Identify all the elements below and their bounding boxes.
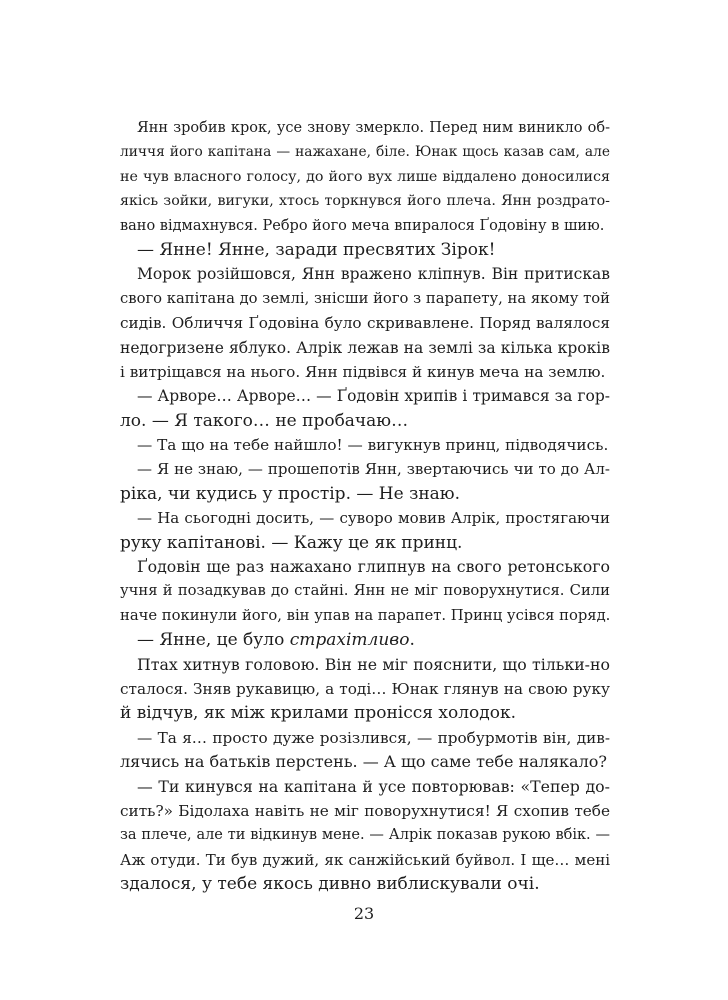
text-line: — Та я… просто дуже розізлився, — пробурмотів він, див- (137, 728, 610, 747)
text-line: личчя його капітана — нажахане, біле. Юнак щось казав сам, але (120, 144, 610, 161)
text-line: — На сьогодні досить, — суворо мовив Алрік, простягаючи (137, 509, 610, 528)
text-line: вано відмахнувся. Ребро його меча впиралося Ґодовіну в шию. (120, 217, 605, 234)
text-line: наче покинули його, він упав на парапет. Принц усівся поряд. (120, 606, 611, 624)
text-line: якісь зойки, вигуки, хтось торкнувся його плеча. Янн роздрато- (120, 193, 610, 210)
text-line: учня й позадкував до стайні. Янн не міг поворухнутися. Сили (120, 582, 610, 600)
text-line: свого капітана до землі, знісши його з парапету, на якому той (120, 289, 610, 307)
text-line: Птах хитнув головою. Він не міг пояснити, що тільки-но (137, 654, 610, 674)
text-line: — Та що на тебе найшло! — вигукнув принц, підводячись. (137, 436, 609, 455)
text-line: й відчув, як між крилами пронісся холодок. (120, 703, 516, 724)
text-line: ріка, чи кудись у простір. — Не знаю. (120, 483, 461, 504)
text-line: — Я не знаю, — прошепотів Янн, звертаючись чи то до Ал- (137, 460, 610, 479)
text-line: Морок розійшовся, Янн вражено кліпнув. Він притискав (137, 265, 610, 284)
text-line: сталося. Зняв рукавицю, а тоді… Юнак глянув на свою руку (120, 679, 610, 698)
text-line-part: . (409, 630, 415, 651)
body-text (120, 116, 610, 897)
text-line: сить?» Бідолаха навіть не міг поворухнутися! Я схопив тебе (120, 801, 610, 820)
text-line: — Янне! Янне, заради пресвятих Зірок! (137, 239, 496, 260)
text-line: ло. — Я такого… не пробачаю… (120, 410, 409, 431)
text-line: Ґодовін ще раз нажахано глипнув на свого ретонського (137, 557, 610, 577)
text-line: — Ти кинувся на капітана й усе повторював: «Тепер до- (137, 776, 610, 796)
text-line: недогризене яблуко. Алрік лежав на землі за кілька кроків (120, 338, 610, 357)
text-line: Янн зробив крок, усе знову змеркло. Перед ним виникло об- (137, 120, 610, 136)
emphasized-word: страхітливо (289, 630, 410, 651)
text-line: за плече, але ти відкинув мене. — Алрік показав рукою вбік. — (120, 827, 610, 844)
text-line: не чув власного голосу, до його вух лише віддалено доносилися (120, 168, 610, 185)
text-line: здалося, у тебе якось дивно виблискували очі. (120, 874, 540, 895)
page-number: 23 (353, 904, 375, 923)
text-line (120, 628, 610, 652)
text-line-part: — Янне, це було (137, 630, 290, 651)
text-line: сидів. Обличчя Ґодовіна було скривавлене. Поряд валялося (120, 314, 610, 333)
text-line: лячись на батьків перстень. — А що саме тебе налякало? (120, 752, 607, 772)
text-line: — Арворе… Арворе… — Ґодовін хрипів і тримався за гор- (137, 387, 610, 406)
text-line: руку капітанові. — Кажу це як принц. (120, 532, 463, 553)
text-line: Аж отуди. Ти був дужий, як санжійський буйвол. І ще… мені (120, 850, 610, 869)
text-line: і витріщався на нього. Янн підвівся й кинув меча на землю. (120, 362, 606, 381)
